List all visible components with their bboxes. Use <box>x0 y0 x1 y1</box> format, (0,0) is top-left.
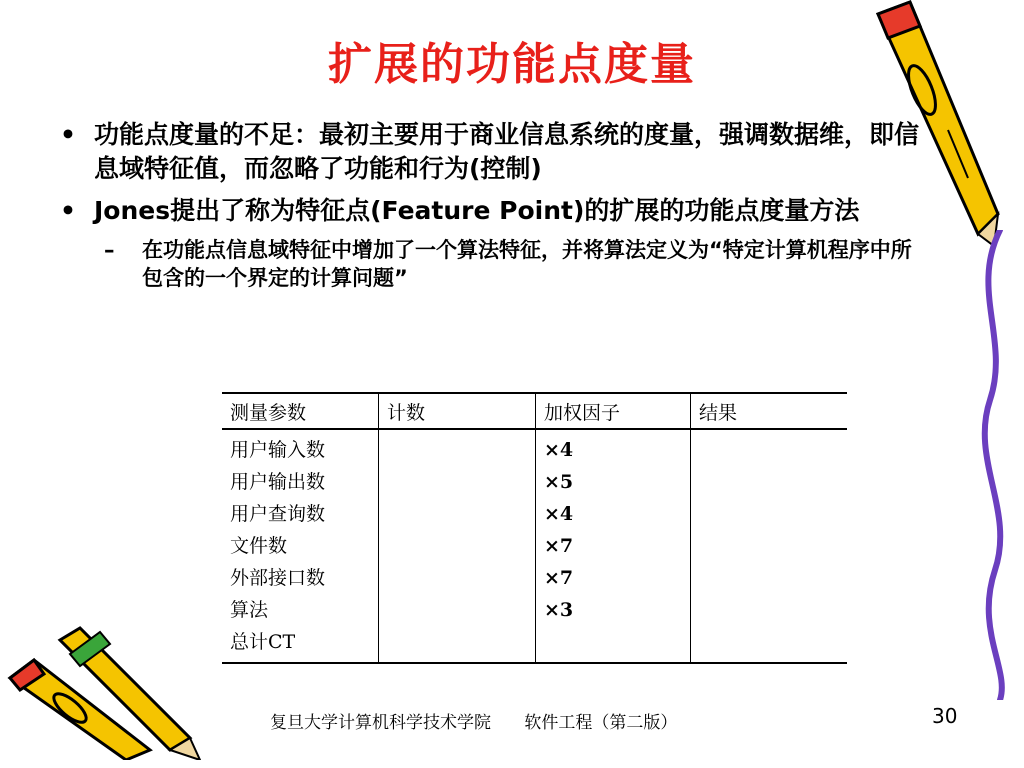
page-number: 30 <box>932 704 958 728</box>
pencils-bottom-left-icon <box>0 620 230 760</box>
column-header: 测量参数 <box>222 393 379 429</box>
slide-title: 扩展的功能点度量 <box>328 39 696 90</box>
param-label: 外部接口数 <box>230 567 326 589</box>
weight-value: ×5 <box>544 471 574 493</box>
footer-org: 复旦大学计算机科学技术学院 <box>270 713 491 733</box>
metrics-table <box>222 392 847 664</box>
param-cell <box>222 429 379 663</box>
param-label: 用户输出数 <box>230 471 326 493</box>
sub-bullet-marker: – <box>104 238 115 262</box>
param-label: 总计CT <box>230 631 296 653</box>
bullet-text: 功能点度量的不足：最初主要用于商业信息系统的度量，强调数据维，即信息域特征值，而忽略了功能和行为(控制) <box>94 120 920 183</box>
squiggle-right-icon <box>930 230 1024 700</box>
pencil-top-right-icon <box>858 0 1008 250</box>
bullet-text: Jones提出了称为特征点(Feature Point)的扩展的功能点度量方法 <box>94 196 860 225</box>
weight-value: ×7 <box>544 535 574 557</box>
bullet-marker: • <box>60 120 76 149</box>
slide-footer <box>270 708 677 733</box>
table-row <box>222 429 847 663</box>
count-cell <box>379 429 536 663</box>
column-header: 计数 <box>379 393 536 429</box>
bullet-item <box>60 118 920 186</box>
result-cell <box>691 429 848 663</box>
column-header: 结果 <box>691 393 848 429</box>
param-label: 用户查询数 <box>230 503 326 525</box>
bullet-list <box>60 118 920 292</box>
weight-value: ×4 <box>544 503 574 525</box>
param-label: 用户输入数 <box>230 439 326 461</box>
weight-value: ×4 <box>544 439 574 461</box>
weight-value: ×7 <box>544 567 574 589</box>
param-label: 文件数 <box>230 535 288 557</box>
bullet-item <box>60 194 920 228</box>
weight-cell <box>536 429 691 663</box>
weight-value: ×3 <box>544 599 574 621</box>
sub-bullet-text: 在功能点信息域特征中增加了一个算法特征，并将算法定义为“特定计算机程序中所包含的一个界定的计算问题” <box>142 238 912 290</box>
bullet-marker: • <box>60 196 76 225</box>
table-header-row <box>222 393 847 429</box>
sub-bullet-item <box>60 236 920 292</box>
column-header: 加权因子 <box>536 393 691 429</box>
param-label: 算法 <box>230 599 269 621</box>
footer-course: 软件工程（第二版） <box>524 713 678 733</box>
